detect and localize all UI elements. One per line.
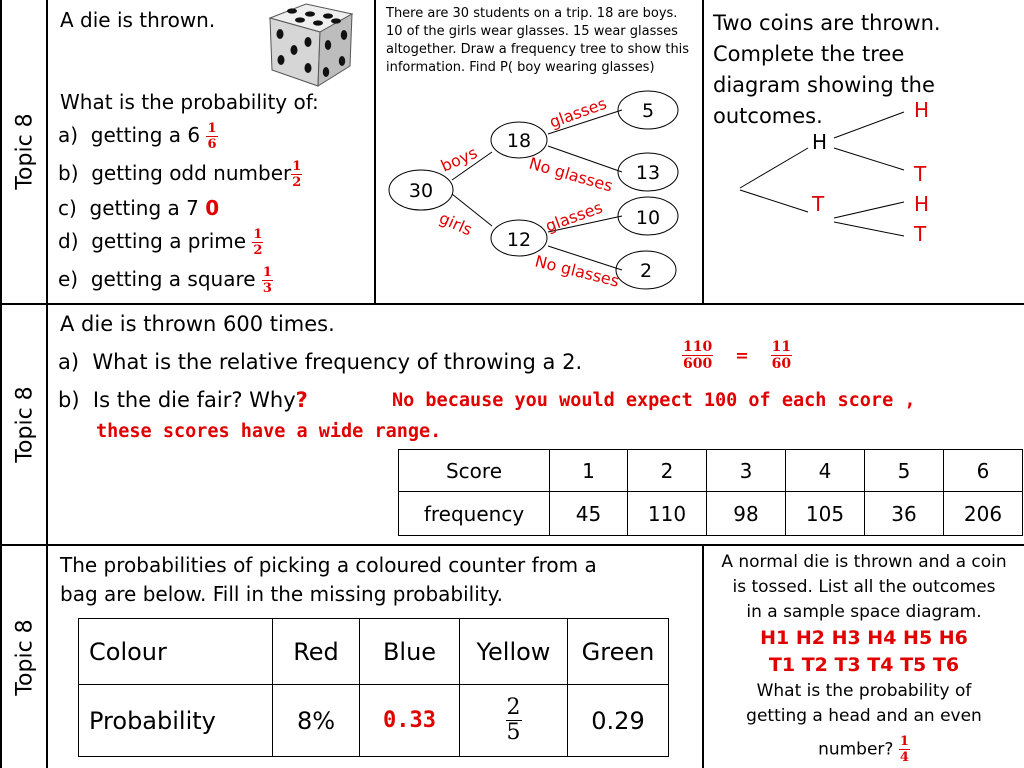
die600-question-b: b) Is the die fair? Why? [58,388,308,412]
answer-fraction: $\frac{1}{3}$ [262,265,272,296]
grid-line [0,544,1024,546]
coin-outcome: T [914,222,927,246]
coin-outcome: T [914,162,927,186]
branch-label-glasses: glasses [542,197,606,236]
die-intro: A die is thrown. [60,8,216,32]
table-header: Colour [79,619,273,685]
table-row [399,450,1023,492]
tree-node-boys: 18 [506,130,532,152]
table-header: Score [399,450,550,492]
answer-fraction: $\frac{11}{60}$ [771,339,792,372]
table-header: 5 [865,450,944,492]
table-cell [460,685,568,757]
table-cell: 0.29 [568,685,669,757]
table-header: Green [568,619,669,685]
die-item: d) getting a prime $\frac{1}{2}$ [58,227,263,258]
tree-node-boys-glasses: 5 [641,100,655,122]
relative-frequency-answer: $\frac{110}{600}$ = $\frac{11}{60}$ [683,339,792,372]
grid-line [0,303,1024,305]
tree-node-girls-no-glasses: 2 [639,260,653,282]
branch-label-no-glasses: No glasses [526,153,615,196]
coins-question: Two coins are thrown. Complete the tree diagram showing the outcomes. [713,11,941,128]
table-cell: Probability [79,685,273,757]
die600-question-a: a) What is the relative frequency of throwing a 2. [58,350,583,374]
table-row [399,492,1023,536]
sample-space-heads: H1 H2 H3 H4 H5 H6 [760,627,968,649]
table-header: Yellow [460,619,568,685]
die-item: b) getting odd number $\frac{1}{2}$ [58,159,302,190]
topic-label: Topic 8 [12,386,38,463]
table-cell: 8% [273,685,360,757]
frequency-tree [376,84,702,302]
table-cell: 0.33 [360,685,460,757]
branch-label-boys: boys [437,142,481,176]
die-question: What is the probability of: [60,90,319,114]
coin-outcome: H [914,98,930,122]
answer-value: 0 [205,196,220,220]
probability-table [78,618,669,757]
coin-first-h: H [812,130,828,154]
table-header: 2 [628,450,707,492]
coin-first-t: T [812,192,825,216]
table-cell: 45 [550,492,628,536]
fairness-answer: these scores have a wide range. [96,421,442,442]
topic-label: Topic 8 [12,113,38,190]
tree-node-girls: 12 [506,229,532,251]
die-icon [262,0,358,88]
answer-fraction: $\frac{110}{600}$ [683,339,713,372]
table-header: 3 [707,450,786,492]
table-header: Blue [360,619,460,685]
table-header: 4 [786,450,865,492]
table-cell: 105 [786,492,865,536]
sample-space-tails: T1 T2 T3 T4 T5 T6 [768,654,960,676]
table-header: 1 [550,450,628,492]
answer-fraction: $\frac{1}{4}$ [899,734,909,765]
coin-tree [704,96,1022,246]
branch-label-girls: girls [436,208,476,240]
tree-node-boys-no-glasses: 13 [635,162,661,184]
table-cell: frequency [399,492,550,536]
tree-node-total: 30 [408,180,434,202]
table-header: 6 [944,450,1023,492]
yellow-fraction: $\frac{2}{5}$ [506,695,521,745]
tree-node-girls-glasses: 10 [635,207,661,229]
die-item: e) getting a square $\frac{1}{3}$ [58,265,272,296]
freq-tree-question: There are 30 students on a trip. 18 are boys. 10 of the girls wear glasses. 15 wear glasses altogether. Draw a frequency tree to show this information. Find P( boy wearing glasses) [386,6,690,75]
branch-label-glasses: glasses [546,93,610,132]
die-item: a) getting a 6 $\frac{1}{6}$ [58,121,217,152]
table-header: Red [273,619,360,685]
counters-question: The probabilities of picking a coloured counter from a bag are below. Fill in the missing probability. [60,553,597,606]
table-cell: 110 [628,492,707,536]
answer-fraction: $\frac{1}{6}$ [207,121,217,152]
table-row [79,619,669,685]
die-item: c) getting a 7 0 [58,196,220,220]
coin-outcome: H [914,192,930,216]
table-cell: 36 [865,492,944,536]
answer-fraction: $\frac{1}{2}$ [292,159,302,190]
table-cell: 206 [944,492,1023,536]
table-row [79,685,669,757]
topic-label: Topic 8 [12,618,38,696]
sample-space-question: A normal die is thrown and a coin is tossed. List all the outcomes in a sample space diagram. H1 H2 H3 H4 H5 H6 T1 T2 T3 T4 T5 T6 What is the probability of getting a head and an even number? $\frac{1}{4}$ [704,550,1024,764]
branch-label-no-glasses: No glasses [533,251,622,291]
frequency-table [398,449,1023,536]
fairness-answer: No because you would expect 100 of each score , [392,390,916,411]
die600-title: A die is thrown 600 times. [60,312,335,336]
answer-fraction: $\frac{1}{2}$ [253,227,263,258]
table-cell: 98 [707,492,786,536]
